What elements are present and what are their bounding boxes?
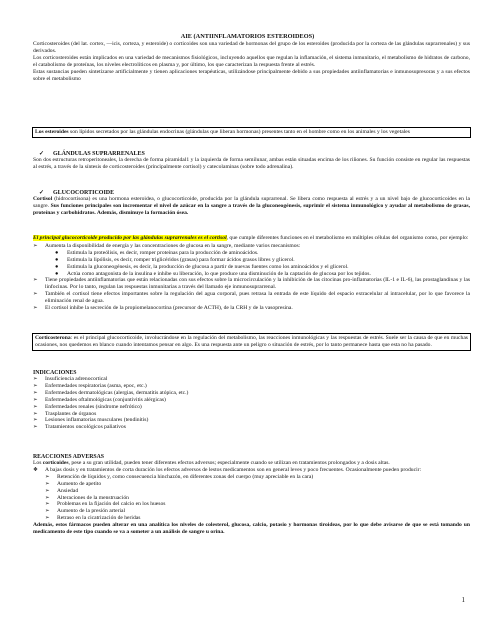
indicacion-item: ➢ Enfermedades oftalmológicas (conjuntivitis alérgicas) (33, 396, 166, 403)
dosis-item: ❖ A bajas dosis y en tratamientos de corta duración los efectos adversos de lestos medicamentos son en general leves y poco frecuentes. Ocasionalmente pueden producir: (33, 466, 422, 473)
glandulas-text: Son dos estructuras retroperitoneales, la derecha de forma piramidal1 y la izquierda de forma semilunar, ambas están situadas encima de los riñones. Su función consiste en regular las respuestas al estrés, a través de la síntesis de corticosteroides (principalmente cortisol) y catecolaminas (sobre todo adrenalina). (33, 157, 470, 170)
mecanismo-item: ● Estimula la gluconeogénesis, es decir, la producción de glucosa a partir de nuevas fuentes como los aminoácidos y el glicerol. (55, 263, 349, 270)
cortisol-paragraph (33, 196, 470, 217)
dot-bullet-icon: ● (55, 249, 59, 256)
indicacion-item: ➢ Enfermedades dermatológicas (alergias, dermatitis atópica, etc.) (33, 389, 189, 396)
cortisol-text: (hidrocortisona) es una hormona esteroidea, o glucocorticoide, producida por la glándula suprarrenal. Se libera como respuesta al estrés y a un nivel bajo de glucocorticoides en la sangre. (33, 196, 470, 209)
intro-paragraph-2: Los corticosteroides están implicados en una variedad de mecanismos fisiológicos, incluyendo aquellos que regulan la inflamación, el sistema inmunitario, el metabolismo de hidratos de carbono, el catabolismo de proteínas, los niveles electrolíticos en plasma y, por último, los que caracterizan la respuesta frente al estrés. (33, 54, 470, 68)
intro-paragraph-3: Estas sustancias pueden sintetizarse artificialmente y tienen aplicaciones terapéuticas, utilizándose principalmente debido a sus propiedades antiinflamatorias e inmunosupresoras y a sus efectos sobre el metabolismo (33, 68, 470, 82)
principal-highlight: El principal glucocorticoide producido por las glándulas suprarrenales es el cortisol (33, 235, 227, 241)
indicacion-item: ➢ Enfermedades respiratorias (asma, epoc, etc.) (33, 382, 147, 389)
indicaciones-list (33, 376, 470, 431)
check-icon: ✓ (39, 151, 45, 157)
indicacion-item: ➢ Trasplantes de órganos (33, 410, 97, 417)
gluco-section (33, 189, 470, 217)
diamond-bullet-icon: ❖ (33, 466, 39, 473)
reacciones-intro: Los corticoides, pese a su gran utilidad, pueden tener diferentes efectos adversos; especialmente cuando se utilizan en tratamientos prolongados y a dosis altas. (33, 460, 390, 466)
arrow-bullet-icon: ➢ (33, 396, 38, 403)
principal-rest: , que cumple diferentes funciones en el metabolismo en múltiples células del organismo como, por ejemplo: (226, 235, 469, 241)
efecto-item: ➢ Problemas en la fijación del calcio en los huesos (45, 501, 166, 508)
efecto-item: ➢ Alteraciones de la menstruación (45, 494, 129, 501)
corticosterona-term: Corticosterona (35, 335, 71, 341)
arrow-bullet-icon: ➢ (45, 494, 50, 501)
arrow-bullet-icon: ➢ (45, 480, 50, 487)
funcion-item: ➢ También el cortisol tiene efectos importantes sobre la regulación del agua corporal, pues retrasa la entrada de este líquido del espacio extracelular al intracelular, por lo que favorece la eliminación renal de agua. (33, 291, 470, 305)
arrow-bullet-icon: ➢ (33, 291, 38, 298)
funcion-item: ➢ Aumenta la disponibilidad de energía y las concentraciones de glucosa en la sangre, mediante varios mecanismos: (33, 242, 301, 249)
mecanismo-item: ● Estimula la lipólisis, es decir, romper triglicéridos (grasas) para formar ácidos grasos libres y glicerol. (55, 256, 295, 263)
cortisol-functions: Sus funciones principales son incrementar el nivel de azúcar en la sangre a través de la gluconeogénesis, suprimir el sistema inmunológico y ayudar al metabolismo de grasas, proteínas y carbohidratos. Además, disminuye la formación ósea. (33, 202, 470, 216)
efecto-item: ➢ Aumento de apetito (45, 480, 102, 487)
glandulas-heading (33, 150, 470, 157)
arrow-bullet-icon: ➢ (33, 424, 38, 431)
arrow-bullet-icon: ➢ (33, 403, 38, 410)
esteroides-definition: son lípidos secretados por las glándulas endocrinas (glándulas que liberan hormonas) presentes tanto en el hombre como en los animales y los vegetales (68, 129, 410, 135)
check-icon: ✓ (39, 190, 45, 196)
page-number: 1 (461, 596, 465, 604)
principal-paragraph (33, 235, 470, 242)
arrow-bullet-icon: ➢ (33, 410, 38, 417)
dot-bullet-icon: ● (55, 270, 59, 277)
glandulas-section (33, 150, 470, 171)
efectos-list (33, 474, 470, 522)
arrow-bullet-icon: ➢ (45, 473, 50, 480)
gluco-heading-text: GLUCOCORTICOIDE (53, 189, 115, 196)
mecanismo-item: ● Actúa como antagonista de la insulina e inhibe su liberación, lo que produce una disminución de la captación de glucosa por los tejidos. (55, 270, 371, 277)
arrow-bullet-icon: ➢ (45, 508, 50, 515)
principal-section (33, 235, 470, 312)
indicaciones-section (33, 370, 470, 431)
arrow-bullet-icon: ➢ (33, 277, 38, 284)
arrow-bullet-icon: ➢ (45, 501, 50, 508)
reacciones-heading: REACCIONES ADVERSAS (33, 454, 105, 460)
glandulas-heading-text: GLÁNDULAS SUPRARRENALES (53, 150, 145, 157)
funcion-item: ➢ Tiene propiedades antiinflamatorias que están relacionadas con sus efectos sobre la microcirculación y la inhibición de las citocinas pro-inflamatorias (IL-1 e IL-6), las prostaglandinas y las linfocinas. Por lo tanto, regulan las respuestas inmunitarias a través del llamado eje inmunosuprarrenal. (33, 277, 470, 291)
arrow-bullet-icon: ➢ (45, 487, 50, 494)
indicacion-item: ➢ Tratamientos oncológicos paliativos (33, 424, 126, 431)
efecto-item: ➢ Ansiedad (45, 487, 79, 494)
esteroides-box (32, 127, 471, 138)
efecto-item: ➢ Retención de líquidos y, como consecuencia hinchazón, en diferentes zonas del cuerpo (muy apreciable en la cara) (45, 473, 314, 480)
mecanismo-item: ● Estimula la proteólisis, es decir, romper proteínas para la producción de aminoácidos. (55, 249, 259, 256)
arrow-bullet-icon: ➢ (33, 389, 38, 396)
corticosterona-box (32, 333, 471, 351)
corticosterona-definition: : es el principal glucocorticoide, involucrándose en la regulación del metabolismo, las reacciones inmunológicas y las respuestas de estrés. Suele ser la causa de que en muchas ocasiones, nos quedemos en blanco cuando intentamos pensar en algo. Es una respuesta ante un peligro o situación de estrés, por lo tanto permanece hasta que esta no ha pasado. (35, 335, 468, 348)
intro-section (33, 41, 470, 82)
cortisol-term: Cortisol (33, 196, 53, 202)
arrow-bullet-icon: ➢ (33, 417, 38, 424)
arrow-bullet-icon: ➢ (45, 515, 50, 522)
gluco-heading (33, 189, 470, 196)
arrow-bullet-icon: ➢ (33, 305, 38, 312)
efecto-item: ➢ Aumento de la presión arterial (45, 508, 126, 515)
esteroides-term: Los esteroides (35, 129, 69, 135)
document-title: AIE (ANTIINFLAMATORIOS ESTEROIDEOS) (180, 33, 315, 40)
arrow-bullet-icon: ➢ (33, 242, 38, 249)
corticoides-term: corticoides (42, 460, 69, 466)
indicacion-item: ➢ Enfermedades renales (síndrome nefrótico) (33, 403, 142, 410)
funcion-item: ➢ El cortisol inhibe la secreción de la propiomelanocortina (precursor de ACTH), de la CRH y de la vasopresina. (33, 305, 293, 312)
dot-bullet-icon: ● (55, 263, 59, 270)
reacciones-section (33, 454, 470, 536)
indicacion-item: ➢ Lesiones inflamatorias musculares (tendinitis) (33, 417, 149, 424)
indicacion-item: ➢ Insuficiencia adrenocortical (33, 376, 108, 382)
reacciones-closing: Además, estos fármacos pueden alterar en una analítica los niveles de colesterol, glucosa, calcio, potasio y hormonas tiroideas, por lo que debe avisarse de que se está tomando un medicamento de este tipo cuando se va a someter a un análisis de sangre u orina. (33, 522, 470, 536)
arrow-bullet-icon: ➢ (33, 376, 38, 382)
intro-paragraph-1: Corticosteroides (del lat. cortex, —icis, corteza, y esteroide) o corticoides son una variedad de hormonas del grupo de los esteroides (producida por la corteza de las glándulas suprarrenales) y sus derivados. (33, 41, 470, 54)
mecanismos-list (33, 250, 470, 278)
arrow-bullet-icon: ➢ (33, 382, 38, 389)
dot-bullet-icon: ● (55, 256, 59, 263)
indicaciones-heading: INDICACIONES (33, 370, 77, 376)
efecto-item: ➢ Retraso en la cicatrización de heridas (45, 515, 141, 522)
